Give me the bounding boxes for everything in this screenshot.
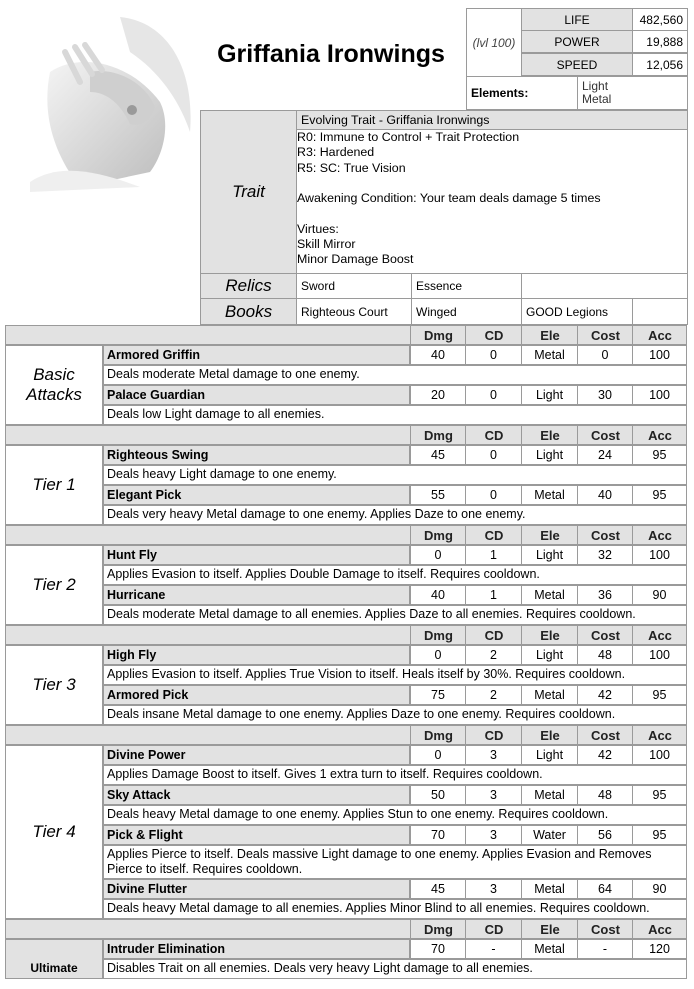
column-header-dmg: Dmg <box>410 426 466 444</box>
skill-row <box>5 745 687 765</box>
skill-ele: Light <box>521 445 578 465</box>
relic-item: Essence <box>411 273 522 299</box>
book-item: Winged <box>411 298 522 325</box>
skill-cost: 48 <box>577 785 633 805</box>
skill-cd: 3 <box>465 785 522 805</box>
skill-dmg: 0 <box>410 745 466 765</box>
skill-row <box>5 645 687 665</box>
awakening-value: Your team deals damage 5 times <box>416 191 601 206</box>
skill-ele: Water <box>521 825 578 845</box>
book-item: Righteous Court <box>296 298 412 325</box>
skill-cost: 0 <box>577 345 633 365</box>
skill-description: Applies Damage Boost to itself. Gives 1 extra turn to itself. Requires cooldown. <box>103 765 687 785</box>
skill-cost: 42 <box>577 685 633 705</box>
skill-cost: 56 <box>577 825 633 845</box>
column-header-dmg: Dmg <box>410 726 466 744</box>
column-header-dmg: Dmg <box>410 920 466 938</box>
skill-dmg: 20 <box>410 385 466 405</box>
column-header-cd: CD <box>465 526 522 544</box>
skill-ele: Light <box>521 645 578 665</box>
tier-header-row <box>5 625 687 645</box>
column-header-cost: Cost <box>577 920 633 938</box>
skill-cd: 2 <box>465 685 522 705</box>
skill-ele: Metal <box>521 939 578 959</box>
skill-row <box>5 879 687 899</box>
awakening-condition <box>297 191 687 206</box>
stat-power-value: 19,888 <box>632 30 688 53</box>
skill-name: Armored Griffin <box>103 345 410 365</box>
tier-label: Basic Attacks <box>5 345 103 425</box>
column-header-cd: CD <box>465 726 522 744</box>
skill-description: Applies Pierce to itself. Deals massive Light damage to one enemy. Applies Evasion and Removes Pierce to itself. Requires cooldown. <box>103 845 687 879</box>
skill-dmg: 40 <box>410 345 466 365</box>
column-header-acc: Acc <box>632 426 687 444</box>
skill-cost: 40 <box>577 485 633 505</box>
skill-acc: 95 <box>632 825 687 845</box>
relic-item: Sword <box>296 273 412 299</box>
column-header-cd: CD <box>465 426 522 444</box>
column-header-dmg: Dmg <box>410 326 466 344</box>
skill-acc: 95 <box>632 445 687 465</box>
skill-name: Palace Guardian <box>103 385 410 405</box>
skill-name: Pick & Flight <box>103 825 410 845</box>
column-header-cd: CD <box>465 920 522 938</box>
skill-cd: 0 <box>465 485 522 505</box>
character-name: Griffania Ironwings <box>217 40 445 68</box>
skill-row <box>5 585 687 605</box>
tier-header-row <box>5 425 687 445</box>
column-header-cost: Cost <box>577 426 633 444</box>
skill-description: Deals moderate Metal damage to all enemies. Applies Daze to all enemies. Requires cooldown. <box>103 605 687 625</box>
virtues-label: Virtues: <box>297 221 339 236</box>
trait-rank-3: R3: Hardened <box>297 145 375 160</box>
skill-acc: 90 <box>632 585 687 605</box>
stat-life-value: 482,560 <box>632 8 688 31</box>
skill-description: Applies Evasion to itself. Applies True Vision to itself. Heals itself by 30%. Requires cooldown. <box>103 665 687 685</box>
skill-name: Divine Flutter <box>103 879 410 899</box>
books-label: Books <box>200 298 297 325</box>
column-header-ele: Ele <box>521 920 578 938</box>
relic-item <box>521 273 688 299</box>
column-header-acc: Acc <box>632 326 687 344</box>
column-header-acc: Acc <box>632 920 687 938</box>
skill-row <box>5 545 687 565</box>
stat-speed-label: SPEED <box>521 53 633 76</box>
skill-row <box>5 345 687 365</box>
stat-life-label: LIFE <box>521 8 633 31</box>
skill-dmg: 40 <box>410 585 466 605</box>
relics-label: Relics <box>200 273 297 299</box>
column-header-cost: Cost <box>577 626 633 644</box>
column-header-cost: Cost <box>577 726 633 744</box>
trait-label: Trait <box>200 110 297 274</box>
skill-acc: 120 <box>632 939 687 959</box>
tier-label: Ultimate <box>5 939 103 979</box>
skill-acc: 95 <box>632 685 687 705</box>
skill-acc: 100 <box>632 385 687 405</box>
column-header-ele: Ele <box>521 726 578 744</box>
skill-cost: 36 <box>577 585 633 605</box>
trait-rank-0: R0: Immune to Control + Trait Protection <box>297 130 520 144</box>
awakening-label: Awakening Condition: <box>297 191 417 206</box>
column-header-cost: Cost <box>577 526 633 544</box>
skill-dmg: 45 <box>410 879 466 899</box>
skill-cd: 3 <box>465 825 522 845</box>
column-header-acc: Acc <box>632 726 687 744</box>
column-header-dmg: Dmg <box>410 526 466 544</box>
skill-row <box>5 825 687 845</box>
elements-value <box>577 76 688 110</box>
tier-header-row <box>5 525 687 545</box>
skill-ele: Metal <box>521 485 578 505</box>
skill-name: Divine Power <box>103 745 410 765</box>
skill-cd: 0 <box>465 345 522 365</box>
skill-ele: Metal <box>521 879 578 899</box>
skill-cost: 48 <box>577 645 633 665</box>
skill-dmg: 50 <box>410 785 466 805</box>
stat-speed-value: 12,056 <box>632 53 688 76</box>
skill-dmg: 0 <box>410 545 466 565</box>
skill-description: Disables Trait on all enemies. Deals very heavy Light damage to all enemies. <box>103 959 687 979</box>
skill-description: Deals moderate Metal damage to one enemy. <box>103 365 687 385</box>
skill-dmg: 70 <box>410 825 466 845</box>
column-header-ele: Ele <box>521 526 578 544</box>
skill-row <box>5 785 687 805</box>
trait-rank-5: R5: SC: True Vision <box>297 160 406 175</box>
skill-cost: 30 <box>577 385 633 405</box>
tier-label: Tier 4 <box>5 745 103 919</box>
skill-acc: 95 <box>632 785 687 805</box>
skill-description: Applies Evasion to itself. Applies Double Damage to itself. Requires cooldown. <box>103 565 687 585</box>
tier-header-row <box>5 725 687 745</box>
skill-row <box>5 685 687 705</box>
skill-dmg: 45 <box>410 445 466 465</box>
tier-label: Tier 3 <box>5 645 103 725</box>
skill-acc: 100 <box>632 345 687 365</box>
skill-dmg: 55 <box>410 485 466 505</box>
column-header-acc: Acc <box>632 526 687 544</box>
skill-acc: 100 <box>632 745 687 765</box>
column-header-ele: Ele <box>521 326 578 344</box>
skill-ele: Light <box>521 385 578 405</box>
skill-cd: 3 <box>465 879 522 899</box>
skill-description: Deals heavy Metal damage to one enemy. Applies Stun to one enemy. Requires cooldown. <box>103 805 687 825</box>
skill-description: Deals very heavy Metal damage to one enemy. Applies Daze to one enemy. <box>103 505 687 525</box>
skill-cost: - <box>577 939 633 959</box>
tier-header-row <box>5 919 687 939</box>
skill-dmg: 0 <box>410 645 466 665</box>
skill-acc: 100 <box>632 545 687 565</box>
book-item <box>632 298 688 325</box>
skill-acc: 95 <box>632 485 687 505</box>
skill-ele: Metal <box>521 585 578 605</box>
skill-description: Deals low Light damage to all enemies. <box>103 405 687 425</box>
element-light: Light <box>582 79 609 93</box>
skill-ele: Light <box>521 745 578 765</box>
skill-ele: Light <box>521 545 578 565</box>
skill-cd: 1 <box>465 585 522 605</box>
tier-header-row <box>5 325 687 345</box>
tier-label: Tier 2 <box>5 545 103 625</box>
book-item: GOOD Legions <box>521 298 633 325</box>
skill-cd: 3 <box>465 745 522 765</box>
skill-dmg: 70 <box>410 939 466 959</box>
element-metal: Metal <box>582 92 612 106</box>
virtue-item: Skill Mirror <box>297 237 356 252</box>
trait-details <box>297 130 687 268</box>
skill-cd: 1 <box>465 545 522 565</box>
skill-description: Deals heavy Metal damage to all enemies. Applies Minor Blind to all enemies. Requires cooldown. <box>103 899 687 919</box>
trait-title: Evolving Trait - Griffania Ironwings <box>296 110 688 130</box>
skill-cd: 0 <box>465 385 522 405</box>
skill-name: High Fly <box>103 645 410 665</box>
column-header-cd: CD <box>465 626 522 644</box>
column-header-cd: CD <box>465 326 522 344</box>
skill-name: Hunt Fly <box>103 545 410 565</box>
skills-table <box>5 325 687 983</box>
skill-name: Hurricane <box>103 585 410 605</box>
skill-name: Armored Pick <box>103 685 410 705</box>
column-header-cost: Cost <box>577 326 633 344</box>
skill-cost: 64 <box>577 879 633 899</box>
skill-ele: Metal <box>521 345 578 365</box>
stat-power-label: POWER <box>521 30 633 53</box>
column-header-ele: Ele <box>521 626 578 644</box>
skill-row <box>5 385 687 405</box>
skill-ele: Metal <box>521 685 578 705</box>
skill-description: Deals heavy Light damage to one enemy. <box>103 465 687 485</box>
skill-name: Sky Attack <box>103 785 410 805</box>
skill-description: Deals insane Metal damage to one enemy. Applies Daze to one enemy. Requires cooldown. <box>103 705 687 725</box>
skill-acc: 100 <box>632 645 687 665</box>
level-label: (lvl 100) <box>466 8 522 77</box>
skill-ele: Metal <box>521 785 578 805</box>
elements-label: Elements: <box>466 76 578 110</box>
skill-name: Intruder Elimination <box>103 939 410 959</box>
skill-cd: - <box>465 939 522 959</box>
column-header-dmg: Dmg <box>410 626 466 644</box>
character-portrait <box>20 12 200 192</box>
column-header-acc: Acc <box>632 626 687 644</box>
skill-cd: 2 <box>465 645 522 665</box>
column-header-ele: Ele <box>521 426 578 444</box>
skill-cost: 42 <box>577 745 633 765</box>
virtue-item: Minor Damage Boost <box>297 252 414 267</box>
skill-name: Elegant Pick <box>103 485 410 505</box>
skill-cd: 0 <box>465 445 522 465</box>
skill-acc: 90 <box>632 879 687 899</box>
skill-cost: 32 <box>577 545 633 565</box>
skill-row <box>5 939 687 959</box>
skill-name: Righteous Swing <box>103 445 410 465</box>
skill-row <box>5 445 687 465</box>
skill-row <box>5 485 687 505</box>
skill-cost: 24 <box>577 445 633 465</box>
tier-label: Tier 1 <box>5 445 103 525</box>
skill-dmg: 75 <box>410 685 466 705</box>
